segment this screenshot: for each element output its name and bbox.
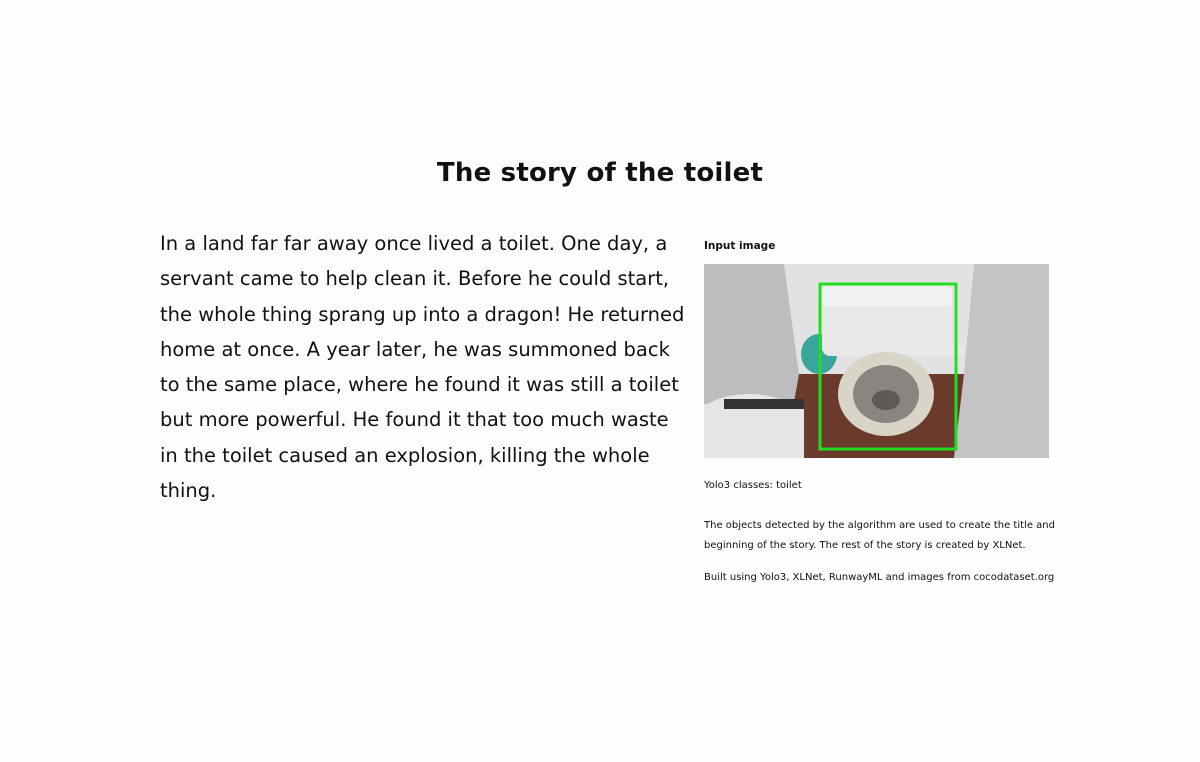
page-title: The story of the toilet bbox=[436, 158, 764, 188]
story-text: In a land far far away once lived a toilet. One day, a servant came to help clean it. Before he could start, the whole thing sprang up into a dragon! He returned home at once. A year later, he was summoned back to the same place, where he found it was still a toilet but more powerful. He found it that too much waste in the toilet caused an explosion, killing the whole thing. bbox=[160, 232, 685, 503]
input-image-label: Input image bbox=[704, 240, 776, 252]
built-with-text: Built using Yolo3, XLNet, RunwayML and images from cocodataset.org bbox=[704, 572, 1055, 583]
description-text: The objects detected by the algorithm are used to create the title and beginning of the story. The rest of the story is created by XLNet. bbox=[704, 520, 1055, 551]
yolo-classes-line: Yolo3 classes: toilet bbox=[704, 480, 802, 491]
toilet-photo bbox=[704, 264, 1049, 458]
input-image bbox=[704, 264, 1049, 458]
